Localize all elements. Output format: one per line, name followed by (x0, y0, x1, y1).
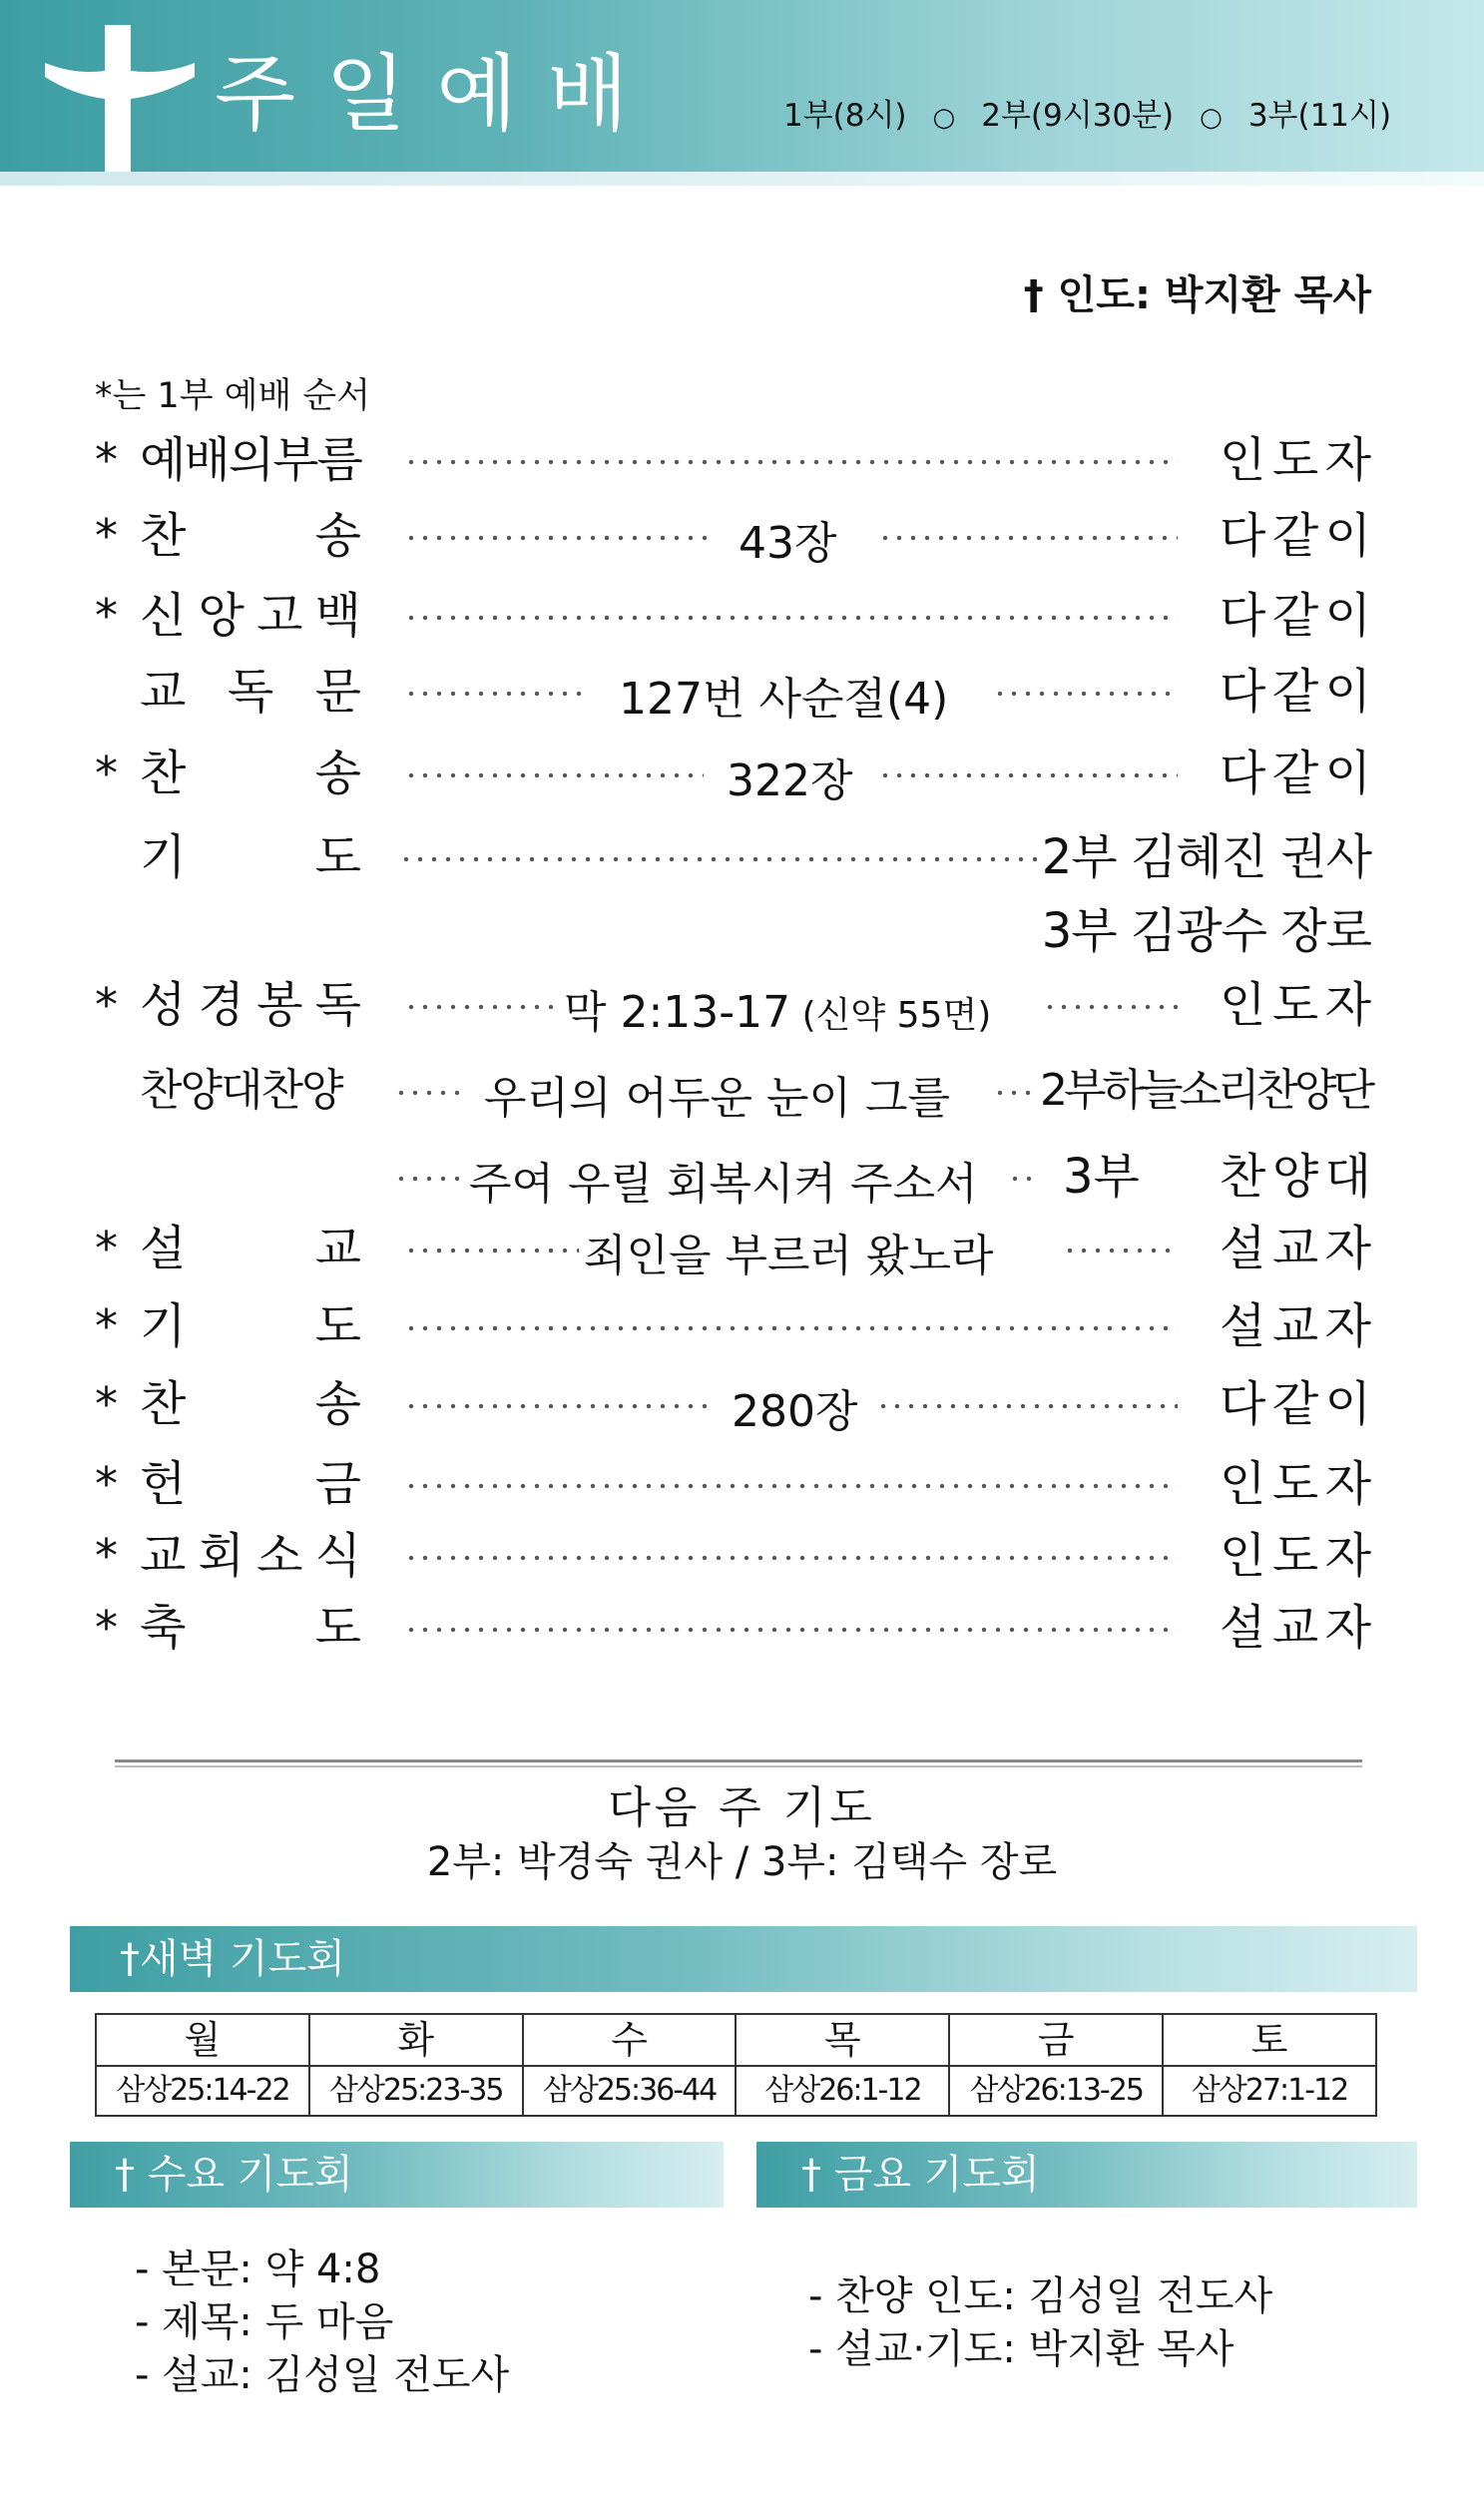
dot-leader (404, 691, 584, 697)
item-prayer-2: 기 도 (140, 1298, 361, 1354)
wednesday-details (135, 2244, 509, 2402)
who-scripture: 인 도 자 (1220, 977, 1371, 1033)
dot-leader (404, 1403, 714, 1409)
hymn-2-number: 322장 (727, 755, 853, 806)
dot-leader (404, 1555, 1178, 1561)
dot-leader (878, 772, 1178, 778)
responsive-reading-detail: 127번 사순절(4) (619, 674, 949, 725)
choir-part-3: 3부 (1063, 1149, 1140, 1205)
dot-leader (404, 1004, 554, 1010)
dot-leader (404, 1325, 1178, 1331)
table-row (96, 2014, 1376, 2066)
dot-leader (404, 1248, 579, 1253)
item-church-news: 교 회 소 식 (140, 1528, 361, 1584)
separator-icon: ○ (932, 103, 956, 133)
who-hymn-2: 다 같 이 (1220, 746, 1371, 801)
who-call: 인 도 자 (1220, 432, 1371, 488)
who-hymn-3: 다 같 이 (1220, 1376, 1371, 1432)
dawn-prayer-header: †새벽 기도회 (70, 1926, 1417, 1992)
dot-leader (394, 1090, 464, 1096)
star-mark: * (95, 1299, 118, 1353)
service-time-1: 1부(8시) (783, 98, 907, 134)
dot-leader (404, 615, 1178, 621)
day-cell: 화 (309, 2014, 523, 2066)
day-cell: 금 (949, 2014, 1163, 2066)
who-prayer-3: 3부 김광수 장로 (1041, 903, 1371, 959)
item-hymn-2: 찬 송 (140, 746, 361, 801)
hymn-1-number: 43장 (739, 518, 837, 569)
scripture-passage: 막 2:13-17 (신약 55면) (564, 987, 992, 1038)
dot-leader (404, 535, 709, 541)
dot-leader (394, 1176, 459, 1182)
who-offering: 인 도 자 (1220, 1456, 1371, 1512)
dot-leader (1063, 1248, 1178, 1253)
dot-leader (993, 691, 1178, 697)
item-sermon: 설 교 (140, 1221, 361, 1276)
next-week-title: 다음 주 기도 (608, 1782, 876, 1833)
separator-icon: ○ (1200, 103, 1223, 133)
who-prayer-2: 2부 김혜진 권사 (1041, 829, 1371, 885)
divider (115, 1765, 1362, 1767)
list-item: - 본문: 약 4:8 (135, 2247, 381, 2292)
who-sermon: 설 교 자 (1220, 1221, 1371, 1276)
who-choir-2: 2부하늘소리찬양단 (1039, 1065, 1371, 1116)
star-mark: * (95, 1601, 118, 1655)
list-item: - 설교·기도: 박지환 목사 (808, 2326, 1235, 2372)
dot-leader (878, 535, 1178, 541)
item-hymn-1: 찬 송 (140, 508, 361, 564)
choir-song-3: 주여 우릴 회복시켜 주소서 (469, 1159, 978, 1210)
service-time-3: 3부(11시) (1247, 98, 1392, 134)
day-cell: 목 (736, 2014, 949, 2066)
who-responsive: 다 같 이 (1220, 664, 1371, 720)
next-week-names: 2부: 박경숙 권사 / 3부: 김택수 장로 (426, 1839, 1058, 1885)
item-prayer: 기 도 (140, 829, 361, 885)
header-underline (0, 172, 1484, 186)
item-hymn-3: 찬 송 (140, 1376, 361, 1432)
text-cell: 삼상25:23-35 (309, 2066, 523, 2116)
order-note: *는 1부 예배 순서 (95, 376, 371, 416)
star-mark: * (95, 1222, 118, 1275)
text-cell: 삼상25:14-22 (96, 2066, 309, 2116)
text-cell: 삼상26:1-12 (736, 2066, 949, 2116)
dot-leader (404, 459, 1178, 465)
header-band (0, 0, 1484, 172)
dot-leader (993, 1090, 1033, 1096)
star-mark: * (95, 1529, 118, 1583)
dot-leader (404, 772, 704, 778)
dawn-schedule-table (95, 2013, 1377, 2117)
friday-prayer-header: † 금요 기도회 (756, 2142, 1417, 2208)
star-mark: * (95, 509, 118, 563)
star-mark: * (95, 1457, 118, 1511)
who-hymn-1: 다 같 이 (1220, 508, 1371, 564)
star-mark: * (95, 589, 118, 643)
dot-leader (404, 1483, 1178, 1489)
dot-leader (404, 1627, 1178, 1633)
list-item: - 찬양 인도: 김성일 전도사 (808, 2273, 1273, 2319)
star-mark: * (95, 433, 118, 487)
star-mark: * (95, 1377, 118, 1431)
worship-leader: † 인도: 박지환 목사 (1023, 272, 1371, 318)
wednesday-prayer-header: † 수요 기도회 (70, 2142, 724, 2208)
dot-leader (1008, 1176, 1033, 1182)
day-cell: 수 (523, 2014, 737, 2066)
item-offering: 헌 금 (140, 1456, 361, 1512)
list-item: - 제목: 두 마음 (135, 2299, 394, 2345)
item-scripture-reading: 성 경 봉 독 (140, 977, 361, 1033)
dot-leader (399, 856, 1038, 862)
text-cell: 삼상26:13-25 (949, 2066, 1163, 2116)
page-title: 주일예배 (215, 45, 659, 143)
star-mark: * (95, 978, 118, 1032)
item-call-to-worship: 예배의부름 (140, 432, 361, 488)
item-responsive-reading: 교 독 문 (140, 664, 361, 720)
friday-details (808, 2270, 1272, 2376)
who-benediction: 설 교 자 (1220, 1600, 1371, 1656)
cross-icon (45, 25, 195, 185)
day-cell: 토 (1163, 2014, 1376, 2066)
list-item: - 설교: 김성일 전도사 (135, 2352, 510, 2398)
day-cell: 월 (96, 2014, 309, 2066)
star-mark: * (95, 747, 118, 800)
who-choir-3: 찬 양 대 (1220, 1149, 1371, 1205)
service-times (783, 96, 1391, 138)
divider (115, 1759, 1362, 1762)
text-cell: 삼상25:36-44 (523, 2066, 737, 2116)
dot-leader (1043, 1004, 1178, 1010)
item-choir-anthem: 찬양대찬양 (140, 1065, 342, 1116)
table-row (96, 2066, 1376, 2116)
item-creed: 신 앙 고 백 (140, 588, 361, 644)
hymn-3-number: 280장 (732, 1386, 858, 1437)
sermon-title: 죄인을 부르러 왔노라 (584, 1231, 994, 1281)
service-time-2: 2부(9시30분) (981, 98, 1175, 134)
choir-song-2: 우리의 어두운 눈이 그를 (484, 1073, 950, 1124)
who-creed: 다 같 이 (1220, 588, 1371, 644)
dot-leader (876, 1403, 1178, 1409)
text-cell: 삼상27:1-12 (1163, 2066, 1376, 2116)
item-benediction: 축 도 (140, 1600, 361, 1656)
who-news: 인 도 자 (1220, 1528, 1371, 1584)
who-prayer-2b: 설 교 자 (1220, 1298, 1371, 1354)
